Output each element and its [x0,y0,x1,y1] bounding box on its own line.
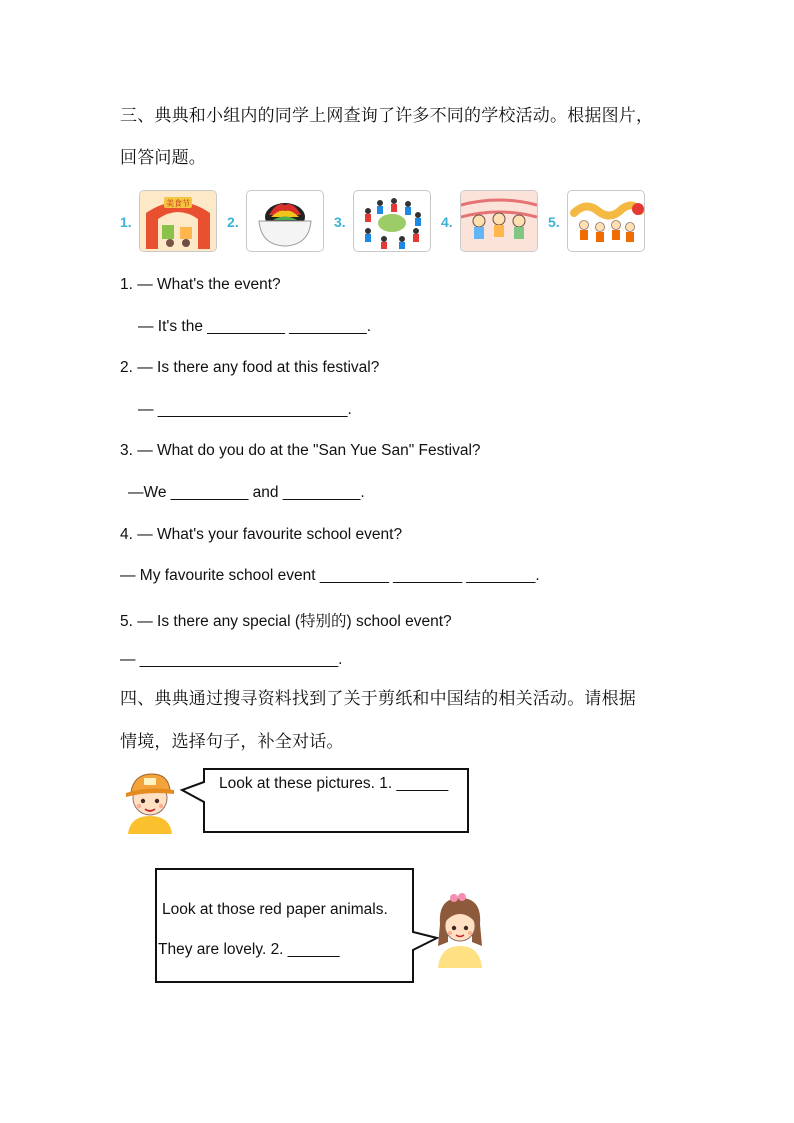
question-2: 2. — Is there any food at this festival? [120,359,380,376]
picture-number-4: 4. [441,214,453,230]
food-festival-sign: 美食节 [166,199,190,208]
answer-2-blank[interactable]: — ______________________. [138,401,352,418]
rice-bowl-icon [246,190,324,252]
food-festival-icon [139,190,217,252]
speech-bubble-2 [153,866,441,986]
question-4: 4. — What's your favourite school event? [120,526,403,543]
answer-3-blank[interactable]: —We _________ and _________. [128,484,365,501]
bubble-1-text[interactable]: Look at these pictures. 1. ______ [219,775,449,792]
section3-heading-line2: 回答问题。 [120,148,206,168]
picture-number-3: 3. [334,214,346,230]
section4-heading-line2: 情境，选择句子，补全对话。 [120,732,344,752]
bubble-2-text-line1: Look at those red paper animals. [162,901,388,918]
picture-number-1: 1. [120,214,132,230]
answer-1-blank[interactable]: — It's the _________ _________. [138,318,372,335]
question-1: 1. — What's the event? [120,276,281,293]
picture-number-5: 5. [548,214,560,230]
question-3: 3. — What do you do at the "San Yue San" Festival? [120,442,481,459]
bubble-2-text-line2[interactable]: They are lovely. 2. ______ [158,941,340,958]
answer-4-blank[interactable]: — My favourite school event ________ ________ ________. [120,567,540,584]
picture-number-2: 2. [227,214,239,230]
answer-5-blank[interactable]: — _______________________. [120,651,343,668]
dancing-circle-icon [353,190,431,252]
question-5: 5. — Is there any special (特别的) school event? [120,613,452,630]
section4-heading-line1: 四、典典通过搜寻资料找到了关于剪纸和中国结的相关活动。请根据 [120,689,636,709]
section3-heading-line1: 三、典典和小组内的同学上网查询了许多不同的学校活动。根据图片， [120,106,654,126]
sports-race-icon [460,190,538,252]
girl-avatar-icon [428,890,492,968]
boy-cap-avatar-icon [118,768,184,834]
dragon-dance-icon [567,190,645,252]
